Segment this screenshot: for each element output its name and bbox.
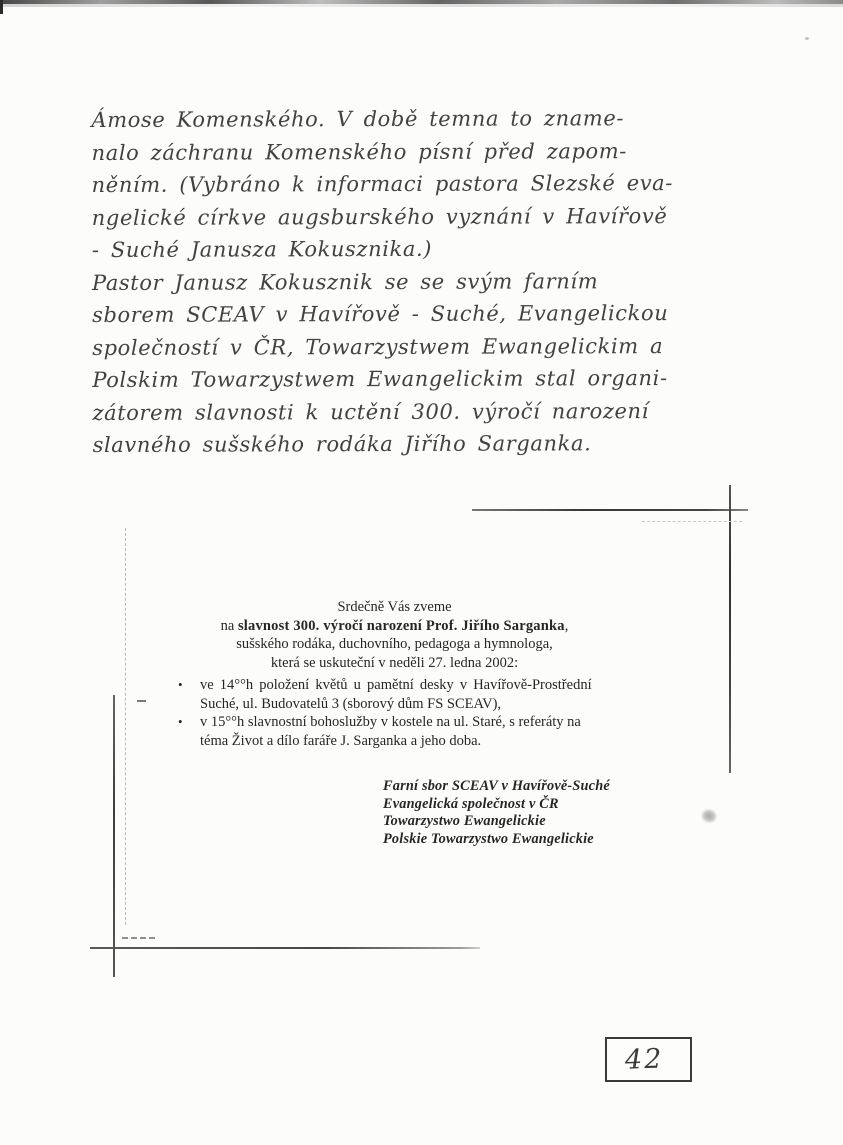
scan-line-bottom-horizontal <box>90 947 480 949</box>
agenda-item-continuation: téma Život a dílo faráře J. Sarganka a jeho doba. <box>200 732 482 749</box>
signature-line: Polskie Towarzystwo Ewangelickie <box>383 830 594 847</box>
handwritten-line: slavného sušského rodáka Jiřího Sarganka. <box>92 431 592 458</box>
signature-block <box>383 778 610 848</box>
invitation-title-prefix: na <box>220 617 238 634</box>
invitation-agenda <box>178 676 640 750</box>
scan-line-left-vertical <box>113 695 115 977</box>
bullet-icon: • <box>178 714 183 730</box>
scan-speck <box>805 37 809 40</box>
scan-edge-top-soft <box>0 4 843 7</box>
handwritten-line: nalo záchranu Komenského písní před zapom- <box>91 138 627 165</box>
signature-line: Evangelická společnost v ČR <box>383 795 559 812</box>
bullet-icon: • <box>178 677 183 692</box>
handwritten-line: společností v ČR, Towarzystwem Ewangelickim a <box>92 333 664 360</box>
page-number-box <box>605 1037 692 1082</box>
invitation-title-bold: slavnost 300. výročí narození Prof. Jiřího Sarganka <box>237 617 565 634</box>
handwritten-line: - Suché Janusza Kokusznika.) <box>91 236 433 263</box>
handwritten-note <box>91 102 682 462</box>
handwritten-line: Polskim Towarzystwem Ewangelickim stal organi- <box>92 366 668 393</box>
invitation-title-suffix: , <box>564 617 569 634</box>
agenda-item-text: v 15°°h slavnostní bohoslužby v kostele na ul. Staré, s referáty na <box>200 714 581 731</box>
invitation-greeting: Srdečně Vás zveme <box>337 599 452 615</box>
scan-line-left-dashed <box>125 528 126 925</box>
invitation-title-line <box>172 617 617 636</box>
page-number-value: 42 <box>624 1043 665 1076</box>
scan-line-top-horizontal <box>472 509 748 511</box>
invitation-subtitle: sušského rodáka, duchovního, pedagoga a hymnologa, <box>236 636 553 652</box>
agenda-item <box>178 676 640 695</box>
scan-dash-under-top-line <box>642 521 742 522</box>
handwritten-line: sborem SCEAV v Havířově - Suché, Evangelickou <box>92 301 669 328</box>
scan-edge-corner <box>0 0 3 14</box>
signature-line: Farní sbor SCEAV v Havířově-Suché <box>383 778 610 794</box>
agenda-item-continuation: Suché, ul. Budovatelů 3 (sborový dům FS SCEAV), <box>200 695 502 712</box>
agenda-item <box>178 713 640 732</box>
invitation-date-line: která se uskuteční v neděli 27. ledna 2002: <box>270 654 519 671</box>
handwritten-line: něním. (Vybráno k informaci pastora Slezské eva- <box>91 171 674 198</box>
signature-line: Towarzystwo Ewangelickie <box>383 813 546 830</box>
handwritten-line: Pastor Janusz Kokusznik se se svým farním <box>91 268 599 295</box>
ink-smudge <box>700 807 719 824</box>
scan-dash-corner <box>122 937 155 939</box>
handwritten-line: Ámose Komenského. V době temna to zname- <box>91 106 625 133</box>
scan-line-right-vertical <box>729 485 731 773</box>
handwritten-line: ngelické církve augsburského vyznání v Havířově <box>91 203 668 230</box>
agenda-item-text: ve 14°°h položení květů u pamětní desky v Havířově-Prostřední <box>200 677 592 693</box>
handwritten-line: zátorem slavnosti k uctění 300. výročí narození <box>92 398 649 425</box>
invitation-header <box>172 598 617 672</box>
scan-margin-tick <box>137 700 146 702</box>
